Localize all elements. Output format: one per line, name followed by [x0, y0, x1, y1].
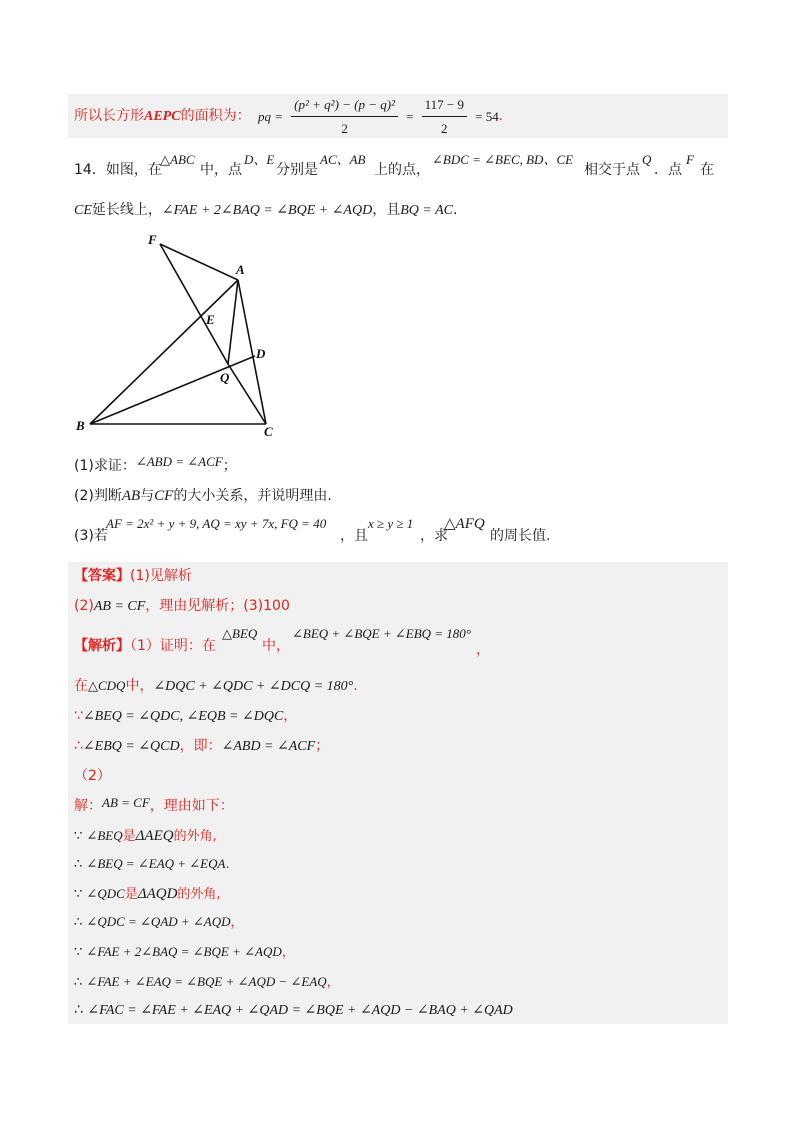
formula-lhs: pq = — [258, 109, 284, 124]
top-block-line — [74, 104, 251, 129]
r5-expr: ∠FAE + 2∠BAQ = ∠BQE + ∠AQD — [86, 944, 282, 959]
label-d: D — [256, 346, 266, 361]
question-2 — [74, 486, 332, 506]
bq-eq-ac: BQ = AC — [400, 203, 453, 218]
top-formula: pq = $\frac{\text{(p² + q²) − (p − q)²}}{2}$ = $\frac{117 - 9}{2}$ = 54. — [258, 97, 503, 136]
r2-end: . — [225, 857, 230, 872]
r6-expr: ∠FAE + ∠EAQ = ∠BQE + ∠AQD − ∠EAQ — [86, 974, 327, 989]
text-xiangjiao: 相交于点 — [584, 162, 640, 178]
solution-line-2 — [74, 676, 358, 697]
rect-name: AEPC — [144, 109, 181, 124]
r1-expr: ∠BEQ — [86, 828, 123, 843]
angle-condition: ∠BDC = ∠BEC, BD、CE — [432, 152, 574, 167]
r5-sym: ∵ — [74, 945, 83, 960]
segment-fa — [160, 244, 238, 280]
points-de: D、E — [244, 152, 275, 167]
question-1 — [74, 456, 237, 476]
label-q: Q — [220, 370, 230, 385]
point-f: F — [686, 152, 694, 167]
analysis-beq: △BEQ — [222, 626, 258, 641]
s2-end: . — [353, 678, 358, 694]
r6-end: ， — [326, 975, 340, 990]
text-shang: 上的点， — [374, 162, 430, 178]
fraction-1 — [291, 96, 398, 138]
sides-acab: AC、AB — [320, 152, 366, 167]
analysis-line — [74, 636, 216, 656]
r4-end: ， — [230, 915, 244, 930]
q3-text-qie: ，且 — [340, 528, 368, 544]
r4-expr: ∠QDC = ∠QAD + ∠AQD — [86, 914, 231, 929]
top-suffix: 的面积为： — [180, 108, 251, 124]
reason-line-4 — [74, 912, 244, 933]
r6-sym: ∴ — [74, 975, 83, 990]
analysis-tag: 【解析】 — [74, 638, 130, 654]
r3-expr: ∠QDC — [86, 886, 125, 901]
q3-triangle: △AFQ — [444, 516, 485, 532]
text-qie: ，且 — [372, 202, 401, 218]
q3-text-zhouchang: 的周长值. — [490, 528, 551, 544]
q2-yu: 与 — [140, 488, 155, 504]
fraction-1-denominator: 2 — [341, 121, 348, 136]
s4-expr2: ∠ABD = ∠ACF — [221, 739, 316, 754]
jie-expr: AB = CF — [102, 795, 150, 810]
top-prefix: 所以长方形 — [74, 108, 144, 124]
solution-line-4 — [74, 736, 329, 757]
text-zai: 在 — [700, 162, 714, 178]
answer-2-rest: ，理由见解析；(3)100 — [145, 598, 290, 614]
point-q: Q — [642, 152, 652, 167]
q3-text-qiu: ，求 — [420, 528, 448, 544]
r3-is: 是 — [124, 887, 138, 902]
r3-tri: ΔAQD — [137, 886, 178, 902]
label-c: C — [264, 424, 273, 439]
r7-expr: ∠FAC = ∠FAE + ∠EAQ + ∠QAD = ∠BQE + ∠AQD − ∠BAQ + ∠QAD — [87, 1003, 513, 1018]
triangle-abc: △ABC — [160, 152, 195, 167]
label-e: E — [206, 312, 215, 327]
problem-line-2 — [74, 200, 457, 221]
analysis-zhong: 中， — [262, 638, 290, 654]
answer-line-2 — [74, 596, 290, 617]
jie-label: 解： — [74, 798, 102, 814]
r1-is: 是 — [122, 829, 136, 844]
s4-end: ； — [315, 738, 330, 754]
jie-rest: ，理由如下： — [149, 798, 234, 814]
problem-number: 14．如图，在 — [74, 162, 162, 178]
solution-jie — [74, 796, 234, 816]
answer-2-label: (2) — [74, 598, 94, 614]
answer-tag: 【答案】 — [74, 568, 130, 584]
angle-sum-condition: ∠FAE + 2∠BAQ = ∠BQE + ∠AQD — [161, 203, 373, 218]
answer-line-1 — [74, 566, 192, 586]
q1-end: ； — [222, 458, 237, 474]
s2-pre: 在 — [74, 678, 88, 694]
r1-tri: ΔAEQ — [135, 828, 174, 844]
text-yanchang: 延长线上， — [91, 202, 162, 218]
solution-line-3 — [74, 706, 297, 727]
reason-line-7 — [74, 1000, 513, 1021]
s4-expr: ∠EBQ = ∠QCD — [82, 739, 180, 754]
q2-rest: 的大小关系，并说明理由. — [173, 488, 332, 504]
s4-mid: ，即： — [179, 738, 222, 754]
text-fenbie: 分别是 — [276, 162, 318, 178]
fraction-2-denominator: 2 — [441, 121, 448, 136]
label-b: B — [76, 418, 85, 433]
fraction-2 — [422, 96, 467, 138]
label-a: A — [236, 262, 245, 277]
r1-end: 的外角, — [173, 829, 217, 844]
q2-ab: AB — [121, 488, 141, 504]
label-f: F — [148, 232, 157, 247]
question-3 — [74, 526, 108, 546]
geometry-figure — [72, 232, 282, 442]
s2-cdq-sum: ∠DQC + ∠QDC + ∠DCQ = 180° — [153, 679, 354, 694]
segment-ce: CE — [74, 203, 92, 218]
q3-label: (3)若 — [74, 528, 108, 544]
reason-line-2 — [74, 854, 230, 875]
answer-2-expr: AB = CF — [93, 599, 146, 614]
q1-expr: ∠ABD = ∠ACF — [135, 454, 223, 469]
formula-period: . — [498, 109, 503, 124]
reason-line-1 — [74, 826, 217, 847]
problem-line-1 — [74, 160, 162, 180]
period: . — [452, 202, 458, 218]
analysis-comma: ， — [476, 642, 490, 658]
fraction-1-numerator: (p² + q²) − (p − q)² — [291, 96, 398, 117]
q1-label: (1)求证： — [74, 458, 136, 474]
q2-label: (2)判断 — [74, 488, 122, 504]
reason-line-6 — [74, 972, 340, 993]
r1-sym: ∵ — [74, 829, 83, 844]
q2-cf: CF — [154, 488, 174, 504]
text-zhong-dian: 中，点 — [200, 162, 242, 178]
r5-end: ， — [281, 945, 295, 960]
reason-line-3 — [74, 884, 221, 905]
formula-result: = 54 — [475, 109, 499, 124]
fraction-2-numerator: 117 − 9 — [422, 96, 467, 117]
segment-aq — [228, 280, 238, 364]
r3-sym: ∵ — [74, 887, 83, 902]
reason-line-5 — [74, 942, 295, 963]
analysis-text: （1）证明：在 — [130, 638, 216, 654]
s2-mid: 中， — [125, 678, 154, 694]
q3-inequality: x ≥ y ≥ 1 — [368, 516, 414, 531]
q3-expr: AF = 2x² + y + 9, AQ = xy + 7x, FQ = 40 — [106, 516, 327, 531]
s2-cdq: △CDQ — [88, 678, 126, 693]
therefore-symbol: ∴ — [74, 738, 83, 754]
s3-end: ， — [283, 708, 298, 724]
answer-1-text: (1)见解析 — [130, 568, 192, 584]
because-symbol: ∵ — [74, 708, 83, 724]
analysis-beq-sum: ∠BEQ + ∠BQE + ∠EBQ = 180° — [292, 626, 472, 641]
part-2-label: （2） — [74, 768, 111, 784]
r4-sym: ∴ — [74, 915, 83, 930]
r3-end: 的外角, — [177, 887, 221, 902]
r7-sym: ∴ — [74, 1002, 83, 1018]
text-dian: ．点 — [654, 162, 682, 178]
r2-sym: ∴ — [74, 857, 83, 872]
r2-expr: ∠BEQ = ∠EAQ + ∠EQA — [86, 856, 226, 871]
segment-ab — [90, 280, 238, 424]
s3-expr: ∠BEQ = ∠QDC, ∠EQB = ∠DQC — [82, 709, 284, 724]
